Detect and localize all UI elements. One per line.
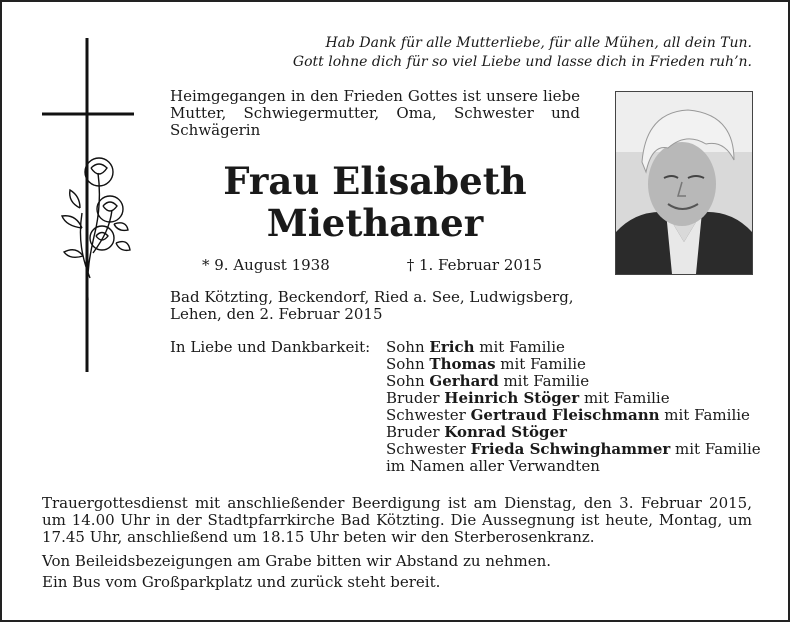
family-list — [386, 339, 766, 475]
quote — [242, 34, 752, 72]
quote-line-1: Hab Dank für alle Mutterliebe, für alle Mühen, all dein Tun. — [325, 35, 752, 51]
cross-with-roses-icon — [38, 38, 138, 374]
bus-note: Ein Bus vom Großparkplatz und zurück steht bereit. — [42, 573, 441, 591]
family-row: Sohn Erich mit Familie — [386, 338, 565, 356]
funeral-service-text: Trauergottesdienst mit anschließender Beerdigung ist am Dienstag, den 3. Februar 2015, um 14.00 Uhr in der Stadtpfarrkirche Bad Kötzting. Die Aussegnung ist heute, Montag, um 17.45 Uhr, anschließend um 18.15 Uhr beten wir den Sterberosenkranz. — [42, 494, 752, 546]
deceased-name — [170, 160, 580, 244]
death-date: † 1. Februar 2015 — [406, 256, 542, 274]
condolence-note: Von Beileidsbezeigungen am Grabe bitten wir Abstand zu nehmen. — [42, 552, 552, 570]
family-row: Bruder Heinrich Stöger mit Familie — [386, 389, 670, 407]
family-row: Schwester Gertraud Fleischmann mit Familie — [386, 406, 750, 424]
thanks-label: In Liebe und Dankbarkeit: — [170, 338, 371, 356]
family-row: Schwester Frieda Schwinghammer mit Familie — [386, 440, 761, 458]
place-line-2: Lehen, den 2. Februar 2015 — [170, 305, 383, 323]
deceased-name-line-1: Frau Elisabeth — [223, 159, 527, 203]
intro-text: Heimgegangen in den Frieden Gottes ist unsere liebe Mutter, Schwiegermutter, Oma, Schwester und Schwägerin — [170, 87, 580, 139]
deceased-name-line-2: Miethaner — [266, 201, 484, 245]
family-row: Sohn Gerhard mit Familie — [386, 372, 590, 390]
family-row: Bruder Konrad Stöger — [386, 423, 567, 441]
portrait-photo — [615, 91, 753, 275]
place-line-1: Bad Kötzting, Beckendorf, Ried a. See, Ludwigsberg, — [170, 288, 574, 306]
family-row: im Namen aller Verwandten — [386, 457, 600, 475]
birth-date: * 9. August 1938 — [202, 256, 330, 274]
life-dates — [202, 256, 542, 274]
quote-line-2: Gott lohne dich für so viel Liebe und lasse dich in Frieden ruh’n. — [292, 54, 752, 70]
family-row: Sohn Thomas mit Familie — [386, 355, 586, 373]
place-and-date — [170, 289, 590, 323]
